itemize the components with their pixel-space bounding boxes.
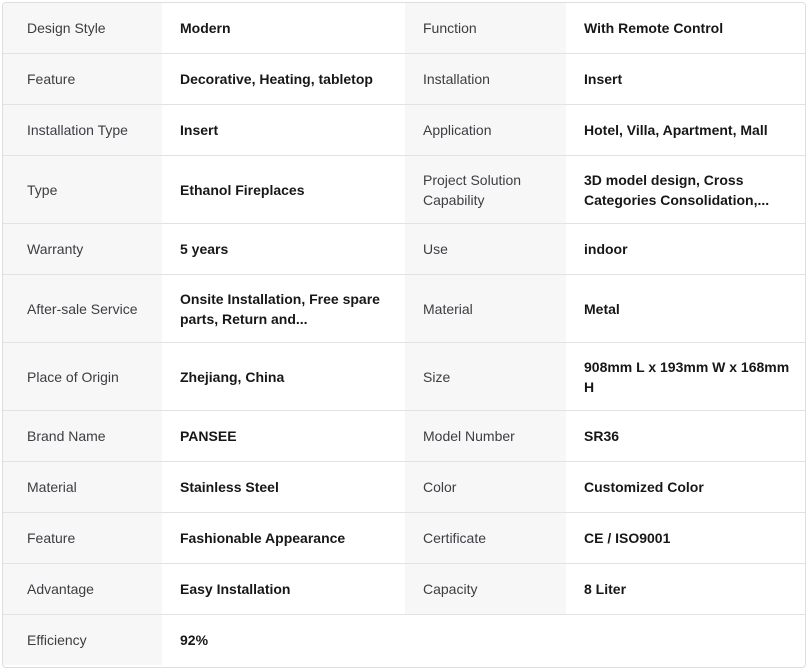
table-row [3,512,805,563]
spec-value: Insert [162,105,405,155]
spec-label: Feature [3,54,162,104]
spec-value: Fashionable Appearance [162,513,405,563]
spec-label: Material [3,462,162,512]
spec-value: Modern [162,3,405,53]
table-row [3,461,805,512]
table-row [3,155,805,223]
spec-value: Easy Installation [162,564,405,614]
spec-label: Use [405,224,566,274]
spec-value: 3D model design, Cross Categories Consolidation,... [566,156,805,223]
spec-label: Design Style [3,3,162,53]
spec-value: Zhejiang, China [162,343,405,410]
spec-label: Model Number [405,411,566,461]
spec-label: Efficiency [3,615,162,665]
product-spec-table [2,2,806,668]
table-row [3,223,805,274]
spec-value: Hotel, Villa, Apartment, Mall [566,105,805,155]
spec-label: Brand Name [3,411,162,461]
spec-value: With Remote Control [566,3,805,53]
spec-label: After-sale Service [3,275,162,342]
spec-value: PANSEE [162,411,405,461]
spec-label: Installation Type [3,105,162,155]
spec-label: Type [3,156,162,223]
table-row [3,614,805,665]
table-row [3,410,805,461]
table-row [3,274,805,342]
spec-value: Stainless Steel [162,462,405,512]
spec-value: SR36 [566,411,805,461]
spec-label: Advantage [3,564,162,614]
spec-value: 92% [162,615,805,665]
spec-label: Color [405,462,566,512]
spec-value: indoor [566,224,805,274]
table-row [3,563,805,614]
table-row [3,104,805,155]
spec-value: Customized Color [566,462,805,512]
spec-label: Installation [405,54,566,104]
spec-label: Project Solution Capability [405,156,566,223]
spec-label: Material [405,275,566,342]
table-row [3,53,805,104]
spec-value: 5 years [162,224,405,274]
spec-value: Insert [566,54,805,104]
spec-value: Onsite Installation, Free spare parts, Return and... [162,275,405,342]
spec-label: Function [405,3,566,53]
spec-label: Feature [3,513,162,563]
spec-value: 908mm L x 193mm W x 168mm H [566,343,805,410]
spec-value: Metal [566,275,805,342]
spec-value: Ethanol Fireplaces [162,156,405,223]
spec-value: Decorative, Heating, tabletop [162,54,405,104]
spec-label: Capacity [405,564,566,614]
table-row [3,3,805,53]
spec-value: CE / ISO9001 [566,513,805,563]
table-row [3,342,805,410]
spec-value: 8 Liter [566,564,805,614]
spec-label: Warranty [3,224,162,274]
spec-label: Size [405,343,566,410]
spec-label: Place of Origin [3,343,162,410]
spec-label: Application [405,105,566,155]
spec-label: Certificate [405,513,566,563]
